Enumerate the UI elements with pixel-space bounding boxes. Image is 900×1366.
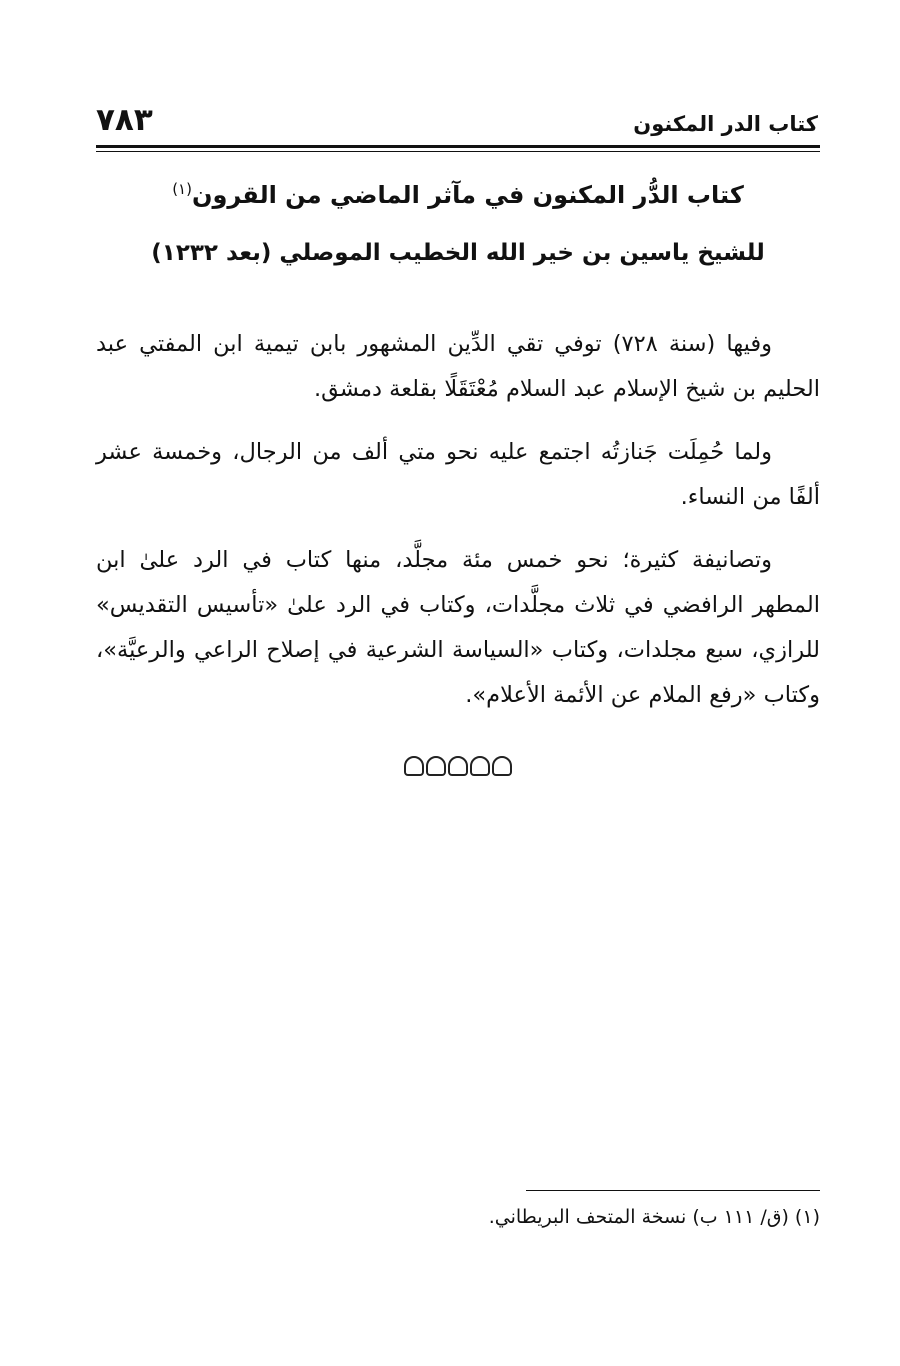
section-title-text: كتاب الدُّر المكنون في مآثر الماضي من القرون: [191, 181, 744, 209]
footnote-marker[interactable]: (١): [172, 180, 192, 198]
section-subtitle: للشيخ ياسين بن خير الله الخطيب الموصلي (بعد ١٢٣٢): [151, 240, 765, 266]
ornament-motif: [470, 756, 490, 776]
footnote-separator: [526, 1190, 820, 1191]
running-title: كتاب الدر المكنون: [633, 112, 818, 136]
ornament-motif: [404, 756, 424, 776]
paragraph-1: وفيها (سنة ٧٢٨) توفي تقي الدِّين المشهور بابن تيمية ابن المفتي عبد الحليم بن شيخ الإسلام عبد السلام مُعْتَقَلًا بقلعة دمشق.: [96, 331, 820, 402]
end-ornament-icon: [96, 752, 820, 776]
paragraph-3: وتصانيفة كثيرة؛ نحو خمس مئة مجلَّد، منها كتاب في الرد علىٰ ابن المطهر الرافضي في ثلاث مجلَّدات، وكتاب في الرد علىٰ «تأسيس التقديس» للرازي، سبع مجلدات، وكتاب «السياسة الشرعية في إصلاح الراعي والرعيَّة»، وكتاب «رفع الملام عن الأئمة الأعلام».: [96, 547, 820, 708]
ornament-motif: [426, 756, 446, 776]
section-title: [96, 180, 820, 209]
ornament-motif: [448, 756, 468, 776]
header-rule-thin: [96, 151, 820, 152]
footnote: (١) (ق/ ١١١ ب) نسخة المتحف البريطاني.: [488, 1206, 820, 1228]
header-rule-thick: [96, 145, 820, 148]
paragraph-2: ولما حُمِلَت جَنازتُه اجتمع عليه نحو متي ألف من الرجال، وخمسة عشر ألفًا من النساء.: [96, 439, 820, 510]
ornament-motif: [492, 756, 512, 776]
page-number: ٧٨٣: [96, 102, 153, 138]
body-text: [96, 322, 820, 736]
